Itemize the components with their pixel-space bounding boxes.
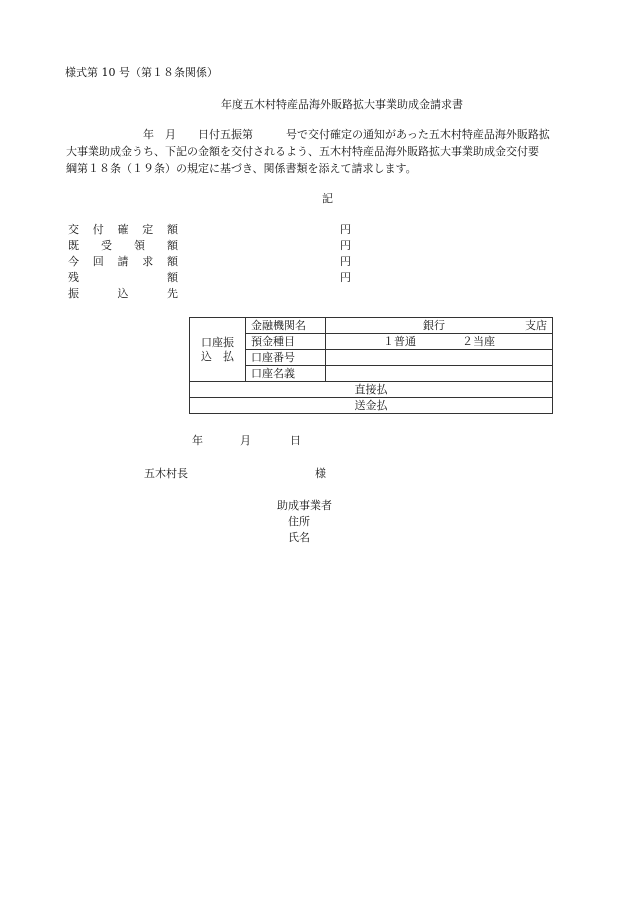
date-day: 日 [290,434,301,447]
amount-row-label-transfer [68,287,178,301]
label-char: 定 [142,223,154,236]
amount-unit-received: 円 [340,239,351,252]
account-holder-field[interactable] [326,366,553,382]
amount-row-label-confirmed [68,223,178,237]
label-char: 受 [101,239,112,252]
deposit-type-field[interactable] [326,334,553,350]
ki-heading: 記 [322,192,333,205]
account-holder-label: 口座名義 [246,366,326,382]
applicant-role: 助成事業者 [277,499,332,512]
amount-row-label-current [68,255,178,269]
deposit-type-ordinary[interactable]: １普通 [383,334,416,348]
label-char: 既 [68,239,79,252]
bank-transfer-table [189,317,553,414]
table-row [190,398,553,414]
label-char: 領 [134,239,145,252]
label-char: 込 [117,287,129,300]
table-row [190,318,553,334]
amount-unit-confirmed: 円 [340,223,351,236]
label-char: 額 [167,223,178,236]
applicant-name-label: 氏名 [288,531,310,544]
body-line-2: 大事業助成金うち、下記の金額を交付されるよう、五木村特産品海外販路拡大事業助成金交付要 [66,145,539,158]
deposit-type-label: 預金種目 [246,334,326,350]
form-number: 様式第 10 号（第１８条関係） [65,66,218,79]
account-transfer-group-label [190,318,246,382]
document-title: 年度五木村特産品海外販路拡大事業助成金請求書 [221,98,463,111]
amount-row-label-received [68,239,178,253]
label-char: 請 [117,255,129,268]
label-char: 残 [68,271,79,284]
label-char: 求 [142,255,154,268]
body-line-1: 年 月 日付五振第 号で交付確定の通知があった五木村特産品海外販路拡 [66,128,550,141]
deposit-type-checking[interactable]: ２当座 [462,334,495,348]
label-char: 交 [68,223,79,236]
label-char: 回 [92,255,104,268]
label-char: 付 [92,223,104,236]
label-char: 額 [167,239,178,252]
label-char: 額 [167,271,178,284]
group-label-line-1: 口座振 [201,335,234,349]
bank-word: 銀行 [423,318,445,332]
table-row [190,382,553,398]
bank-name-label: 金融機関名 [246,318,326,334]
amount-unit-remaining: 円 [340,271,351,284]
request-body [66,126,566,177]
branch-word: 支店 [525,318,547,332]
remittance-option[interactable]: 送金払 [190,398,553,414]
bank-name-field[interactable] [326,318,553,334]
addressee-honorific: 様 [315,467,326,480]
body-line-3: 綱第１８条（１９条）の規定に基づき、関係書類を添えて請求します。 [66,162,417,175]
date-year: 年 [192,434,203,447]
label-char: 先 [167,287,178,300]
date-month: 月 [240,434,251,447]
direct-payment-option[interactable]: 直接払 [190,382,553,398]
applicant-address-label: 住所 [288,515,310,528]
account-number-field[interactable] [326,350,553,366]
group-label-line-2: 込 払 [201,349,234,363]
label-char: 振 [68,287,79,300]
amount-unit-current: 円 [340,255,351,268]
label-char: 額 [167,255,178,268]
label-char: 確 [117,223,129,236]
amount-row-label-remaining [68,271,178,285]
addressee-name: 五木村長 [144,467,188,480]
label-char: 今 [68,255,79,268]
account-number-label: 口座番号 [246,350,326,366]
